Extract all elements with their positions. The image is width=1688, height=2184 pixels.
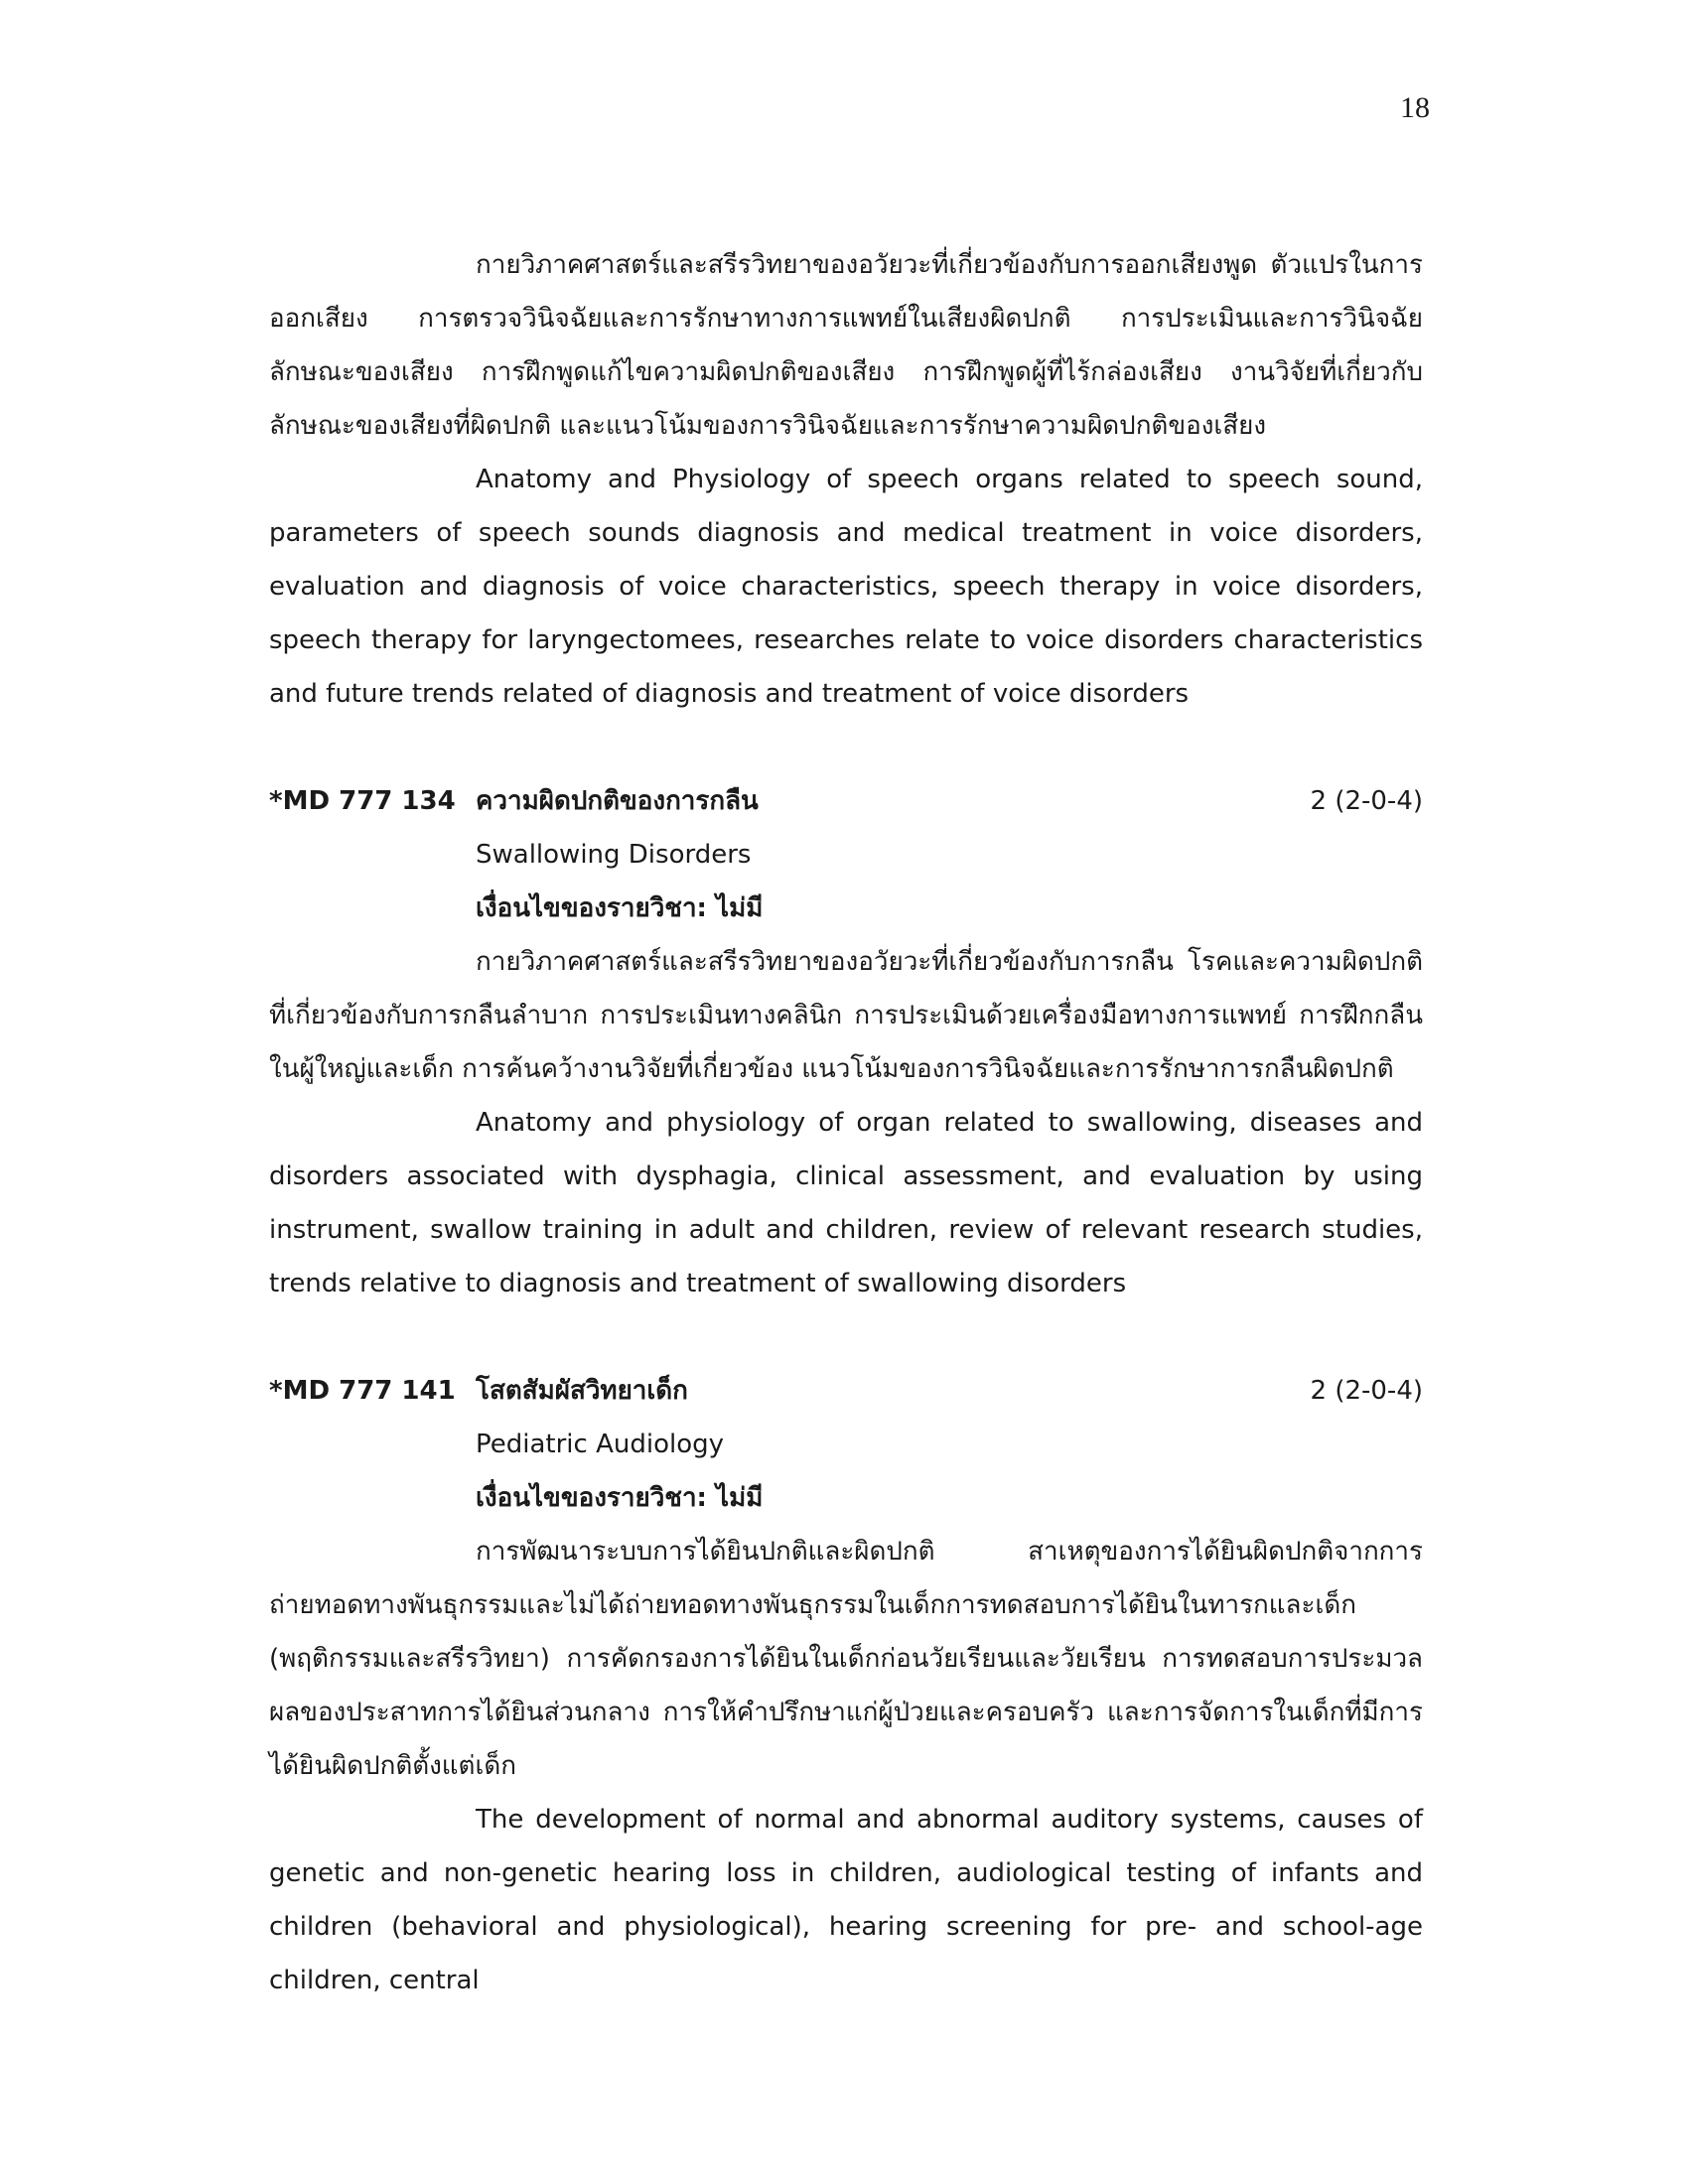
intro-thai-description: กายวิภาคศาสตร์และสรีรวิทยาของอวัยวะที่เกี่ยวข้องกับการออกเสียงพูด ตัวแปรในการออกเสียง การตรวจวินิจฉัยและการรักษาทางการแพทย์ในเสียงผิดปกติ การประเมินและการวินิจฉัยลักษณะของเสียง การฝึกพูดแก้ไขความผิดปกติของเสียง การฝึกพูดผู้ที่ไร้กล่องเสียง งานวิจัยที่เกี่ยวกับลักษณะของเสียงที่ผิดปกติ และแนวโน้มของการวินิจฉัยและการรักษาความผิดปกติของเสียง [269, 250, 1423, 441]
course-prerequisite: เงื่อนไขของรายวิชา: ไม่มี [476, 893, 764, 923]
page-number: 18 [1400, 91, 1430, 124]
course-header [269, 1364, 1423, 1418]
course-description-thai: การพัฒนาระบบการได้ยินปกติและผิดปกติ สาเหตุของการได้ยินผิดปกติจากการถ่ายทอดทางพันธุกรรมและไม่ได้ถ่ายทอดทางพันธุกรรมในเด็กการทดสอบการได้ยินในทารกและเด็ก (พฤติกรรมและสรีรวิทยา) การคัดกรองการได้ยินในเด็กก่อนวัยเรียนและวัยเรียน การทดสอบการประมวลผลของประสาทการได้ยินส่วนกลาง การให้คำปรึกษาแก่ผู้ป่วยและครอบครัว และการจัดการในเด็กที่มีการได้ยินผิดปกติตั้งแต่เด็ก [269, 1537, 1423, 1781]
course-block-md777134 [269, 774, 1423, 1310]
intro-english-description: Anatomy and Physiology of speech organs related to speech sound, parameters of speech sounds diagnosis and medical treatment in voice disorders, evaluation and diagnosis of voice characteristics, speech therapy in voice disorders, speech therapy for laryngectomees, researches relate to voice disorders characteristics and future trends related of diagnosis and treatment of voice disorders [269, 465, 1423, 709]
document-body [269, 238, 1423, 2007]
course-title-thai: ความผิดปกติของการกลืน [476, 786, 759, 816]
course-credits: 2 (2-0-4) [1310, 1376, 1423, 1406]
course-description-thai: กายวิภาคศาสตร์และสรีรวิทยาของอวัยวะที่เกี่ยวข้องกับการกลืน โรคและความผิดปกติที่เกี่ยวข้องกับการกลืนลำบาก การประเมินทางคลินิก การประเมินด้วยเครื่องมือทางการแพทย์ การฝึกกลืนในผู้ใหญ่และเด็ก การค้นคว้างานวิจัยที่เกี่ยวข้อง แนวโน้มของการวินิจฉัยและการรักษาการกลืนผิดปกติ [269, 947, 1423, 1084]
course-credits: 2 (2-0-4) [1310, 786, 1423, 816]
course-title-english: Swallowing Disorders [476, 840, 752, 870]
course-prerequisite: เงื่อนไขของรายวิชา: ไม่มี [476, 1483, 764, 1513]
course-description-english: The development of normal and abnormal auditory systems, causes of genetic and non-genetic hearing loss in children, audiological testing of infants and children (behavioral and physiological), hearing screening for pre- and school-age children, central [269, 1805, 1423, 1995]
course-block-md777141 [269, 1364, 1423, 2007]
course-code: *MD 777 141 [269, 1376, 456, 1406]
course-title-english: Pediatric Audiology [476, 1430, 724, 1459]
course-header [269, 774, 1423, 828]
course-title-thai: โสตสัมผัสวิทยาเด็ก [476, 1376, 688, 1406]
course-code: *MD 777 134 [269, 786, 456, 816]
course-description-english: Anatomy and physiology of organ related to swallowing, diseases and disorders associated with dysphagia, clinical assessment, and evaluation by using instrument, swallow training in adult and children, review of relevant research studies, trends relative to diagnosis and treatment of swallowing disorders [269, 1108, 1423, 1298]
